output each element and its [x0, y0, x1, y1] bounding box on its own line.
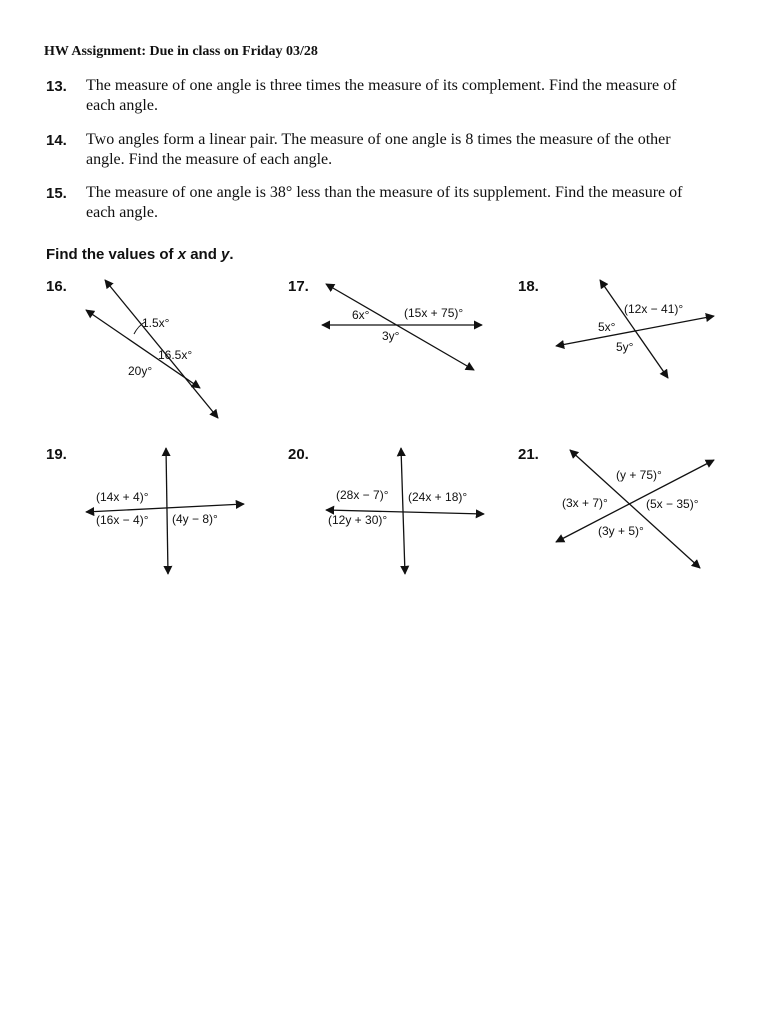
problem-text: The measure of one angle is three times the measure of its complement. Find the measure of each angle.	[86, 77, 677, 114]
figure-number: 17.	[288, 278, 309, 295]
figure-number: 18.	[518, 278, 539, 295]
figure-19	[46, 446, 256, 576]
angle-label: (y + 75)°	[616, 468, 662, 482]
section-prefix: Find the values of	[46, 246, 178, 263]
angle-label: (24x + 18)°	[408, 490, 468, 504]
angle-label: 5x°	[598, 320, 616, 334]
angle-label: 6x°	[352, 308, 370, 322]
figure-21-diagram	[518, 446, 728, 576]
figure-21	[518, 446, 728, 576]
angle-label: 3y°	[382, 329, 400, 343]
problem-text: The measure of one angle is 38° less than the measure of its supplement. Find the measure of each angle.	[86, 184, 683, 221]
angle-label: (16x − 4)°	[96, 513, 149, 527]
problem-text: Two angles form a linear pair. The measure of one angle is 8 times the measure of the other angle. Find the measure of each angle.	[86, 131, 671, 168]
angle-label: (3y + 5)°	[598, 524, 644, 538]
figure-19-diagram	[46, 446, 256, 576]
problem-number: 14.	[46, 132, 67, 149]
angle-label: (3x + 7)°	[562, 496, 608, 510]
figure-16-diagram	[46, 278, 246, 428]
angle-label: (12y + 30)°	[328, 513, 388, 527]
figure-18	[518, 278, 728, 388]
figure-20	[288, 446, 498, 576]
angle-label: 16.5x°	[158, 348, 193, 362]
figure-number: 19.	[46, 446, 67, 463]
angle-label: 20y°	[128, 364, 153, 378]
angle-label: (5x − 35)°	[646, 497, 699, 511]
angle-label: (4y − 8)°	[172, 512, 218, 526]
figure-17	[288, 278, 488, 378]
angle-label: (12x − 41)°	[624, 302, 684, 316]
figure-number: 20.	[288, 446, 309, 463]
figure-17-diagram	[288, 278, 488, 378]
section-end: .	[229, 246, 234, 263]
section-and: and	[186, 246, 222, 263]
angle-label: 1.5x°	[142, 316, 170, 330]
figure-18-diagram	[518, 278, 728, 388]
figure-20-diagram	[288, 446, 498, 576]
var-y: y	[221, 246, 230, 263]
assignment-header: HW Assignment: Due in class on Friday 03/28	[44, 44, 318, 59]
figure-16	[46, 278, 246, 428]
angle-label: (28x − 7)°	[336, 488, 389, 502]
var-x: x	[177, 246, 187, 263]
problem-number: 15.	[46, 185, 67, 202]
problem-number: 13.	[46, 78, 67, 95]
figure-number: 21.	[518, 446, 539, 463]
figure-number: 16.	[46, 278, 67, 295]
angle-label: (14x + 4)°	[96, 490, 149, 504]
section-heading	[46, 246, 234, 263]
angle-label: (15x + 75)°	[404, 306, 464, 320]
angle-label: 5y°	[616, 340, 634, 354]
